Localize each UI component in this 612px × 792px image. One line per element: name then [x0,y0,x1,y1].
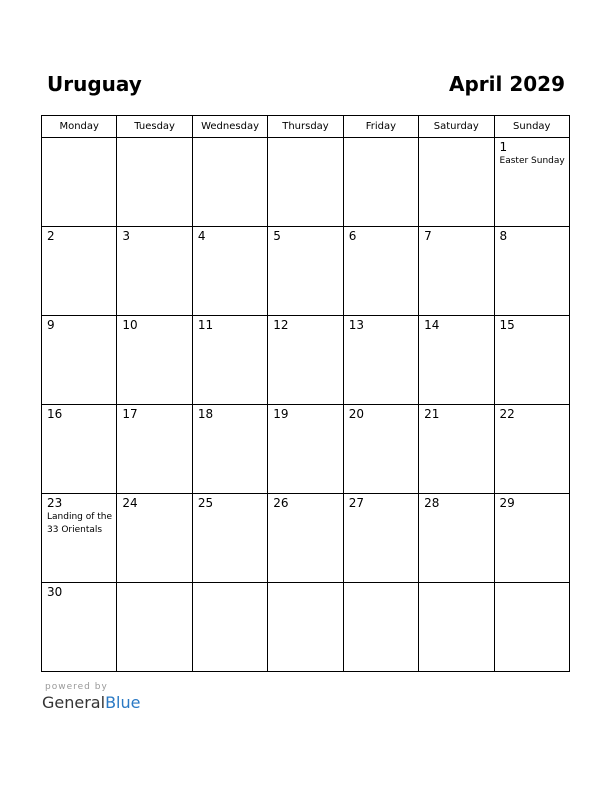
week-row [42,405,570,494]
day-cell-content [495,227,569,244]
day-cell-content [344,138,418,140]
day-cell [192,405,267,494]
day-cell [494,138,569,227]
day-cell-content [268,583,342,585]
week-row [42,138,570,227]
day-number: 25 [197,496,214,510]
weekday-wednesday: Wednesday [192,116,267,138]
day-cell-content [193,405,267,422]
weekday-saturday: Saturday [419,116,494,138]
day-cell-content [193,494,267,511]
country-title: Uruguay [47,72,142,96]
day-cell-content [42,227,116,244]
day-cell [419,227,494,316]
day-cell-content [117,494,191,511]
day-number: 24 [122,496,138,510]
day-cell-content [495,583,569,585]
day-number: 3 [122,229,131,243]
day-number: 18 [197,407,214,421]
day-cell-content [419,316,493,333]
day-cell-content [42,138,116,140]
day-cell [268,316,343,405]
day-cell-content [117,138,191,140]
day-cell [494,583,569,672]
day-cell [192,494,267,583]
weekday-sunday: Sunday [494,116,569,138]
day-cell [343,583,418,672]
day-cell-content [117,227,191,244]
day-cell [343,316,418,405]
day-cell-content [419,494,493,511]
day-number: 2 [47,229,55,243]
day-cell-content [268,316,342,333]
day-number: 17 [122,407,138,421]
day-number: 6 [348,229,357,243]
weekday-thursday: Thursday [268,116,343,138]
day-cell-content [42,583,116,600]
month-title: April 2029 [449,72,565,96]
day-cell [192,583,267,672]
day-number: 23 [47,496,63,510]
day-cell-content [42,316,116,333]
day-cell [192,227,267,316]
day-cell [42,138,117,227]
day-cell [117,494,192,583]
logo-blue-text: Blue [105,693,141,712]
day-cell-content [193,227,267,244]
day-cell [117,405,192,494]
powered-by-label: powered by [45,682,108,692]
week-row [42,227,570,316]
day-number: 7 [424,229,432,243]
day-cell [494,227,569,316]
week-row [42,583,570,672]
day-cell-content [268,494,342,511]
weekday-header-row [42,116,570,138]
day-cell-content [268,138,342,140]
day-cell [117,138,192,227]
day-number: 4 [197,229,206,243]
day-cell-content [495,138,569,168]
day-cell [42,494,117,583]
day-cell [494,405,569,494]
day-cell [268,405,343,494]
day-number: 11 [197,318,214,332]
day-number: 1 [499,140,508,154]
holiday-label: Landing of the 33 Orientals [47,512,113,535]
day-number: 28 [424,496,440,510]
logo-general-text: General [42,693,106,712]
day-cell [343,494,418,583]
day-cell-content [419,138,493,140]
day-cell [192,316,267,405]
day-number: 21 [424,407,440,421]
day-number: 10 [122,318,138,332]
day-cell [42,316,117,405]
day-cell-content [495,316,569,333]
day-cell-content [495,405,569,422]
calendar-grid [41,115,570,672]
day-cell [117,583,192,672]
holiday-label: Easter Sunday [499,156,565,166]
week-row [42,316,570,405]
day-cell-content [344,227,418,244]
day-cell [419,405,494,494]
day-number: 8 [499,229,508,243]
day-number: 5 [273,229,281,243]
day-cell-content [344,405,418,422]
day-number: 9 [47,318,55,332]
day-cell [343,138,418,227]
day-number: 12 [273,318,289,332]
generalblue-logo [42,693,140,713]
day-cell-content [419,227,493,244]
day-cell [419,583,494,672]
day-cell-content [42,405,116,422]
weekday-friday: Friday [343,116,418,138]
day-cell [192,138,267,227]
day-cell-content [117,405,191,422]
day-cell [419,316,494,405]
day-number: 26 [273,496,289,510]
day-cell [268,583,343,672]
weekday-tuesday: Tuesday [117,116,192,138]
day-number: 13 [348,318,364,332]
day-cell [117,316,192,405]
day-number: 22 [499,407,515,421]
day-number: 14 [424,318,440,332]
day-number: 30 [47,585,63,599]
day-cell-content [344,494,418,511]
day-cell-content [268,227,342,244]
day-number: 29 [499,496,515,510]
weekday-monday: Monday [42,116,117,138]
day-number: 20 [348,407,364,421]
day-cell [419,494,494,583]
day-cell [42,583,117,672]
day-number: 27 [348,496,364,510]
day-cell-content [117,316,191,333]
day-cell [343,405,418,494]
day-cell [268,494,343,583]
day-cell [494,494,569,583]
day-number: 15 [499,318,515,332]
day-cell-content [419,583,493,585]
day-cell-content [344,583,418,585]
day-cell [494,316,569,405]
day-cell-content [344,316,418,333]
day-cell-content [495,494,569,511]
day-cell [42,405,117,494]
day-cell [343,227,418,316]
day-cell [42,227,117,316]
day-cell-content [193,316,267,333]
day-cell [268,227,343,316]
day-cell-content [193,583,267,585]
day-cell [117,227,192,316]
day-cell-content [117,583,191,585]
day-cell-content [419,405,493,422]
day-cell-content [42,494,116,537]
week-row [42,494,570,583]
day-cell-content [268,405,342,422]
day-cell [419,138,494,227]
day-cell [268,138,343,227]
day-number: 16 [47,407,63,421]
day-number: 19 [273,407,289,421]
day-cell-content [193,138,267,140]
